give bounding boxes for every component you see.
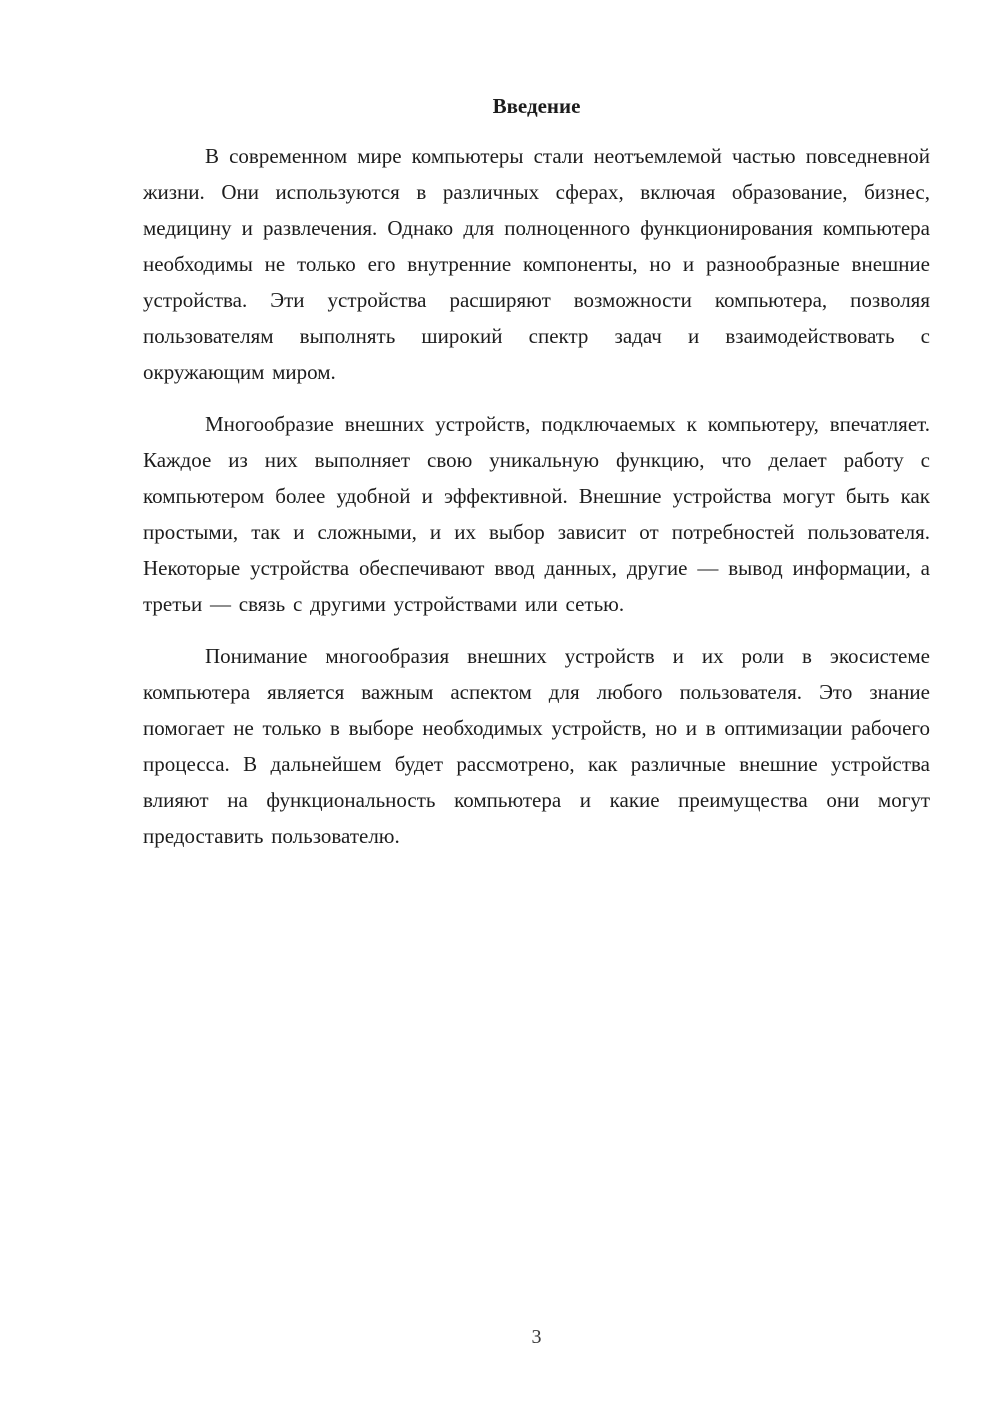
paragraph-intro-1: В современном мире компьютеры стали неотъемлемой частью повседневной жизни. Они используются в различных сферах, включая образование, бизнес, медицину и развлечения. Однако для полноценного функционирования компьютера необходимы не только его внутренние компоненты, но и разнообразные внешние устройства. Эти устройства расширяют возможности компьютера, позволяя пользователям выполнять широкий спектр задач и взаимодействовать с окружающим миром. <box>143 144 930 384</box>
page-number: 3 <box>531 1326 542 1348</box>
paragraph-intro-2: Многообразие внешних устройств, подключаемых к компьютеру, впечатляет. Каждое из них выполняет свою уникальную функцию, что делает работу с компьютером более удобной и эффективной. Внешние устройства могут быть как простыми, так и сложными, и их выбор зависит от потребностей пользователя. Некоторые устройства обеспечивают ввод данных, другие — вывод информации, а третьи — связь с другими устройствами или сетью. <box>143 412 930 616</box>
document-title: Введение <box>492 94 581 118</box>
paragraph-intro-3: Понимание многообразия внешних устройств и их роли в экосистеме компьютера является важным аспектом для любого пользователя. Это знание помогает не только в выборе необходимых устройств, но и в оптимизации рабочего процесса. В дальнейшем будет рассмотрено, как различные внешние устройства влияют на функциональность компьютера и какие преимущества они могут предоставить пользователю. <box>143 644 930 848</box>
